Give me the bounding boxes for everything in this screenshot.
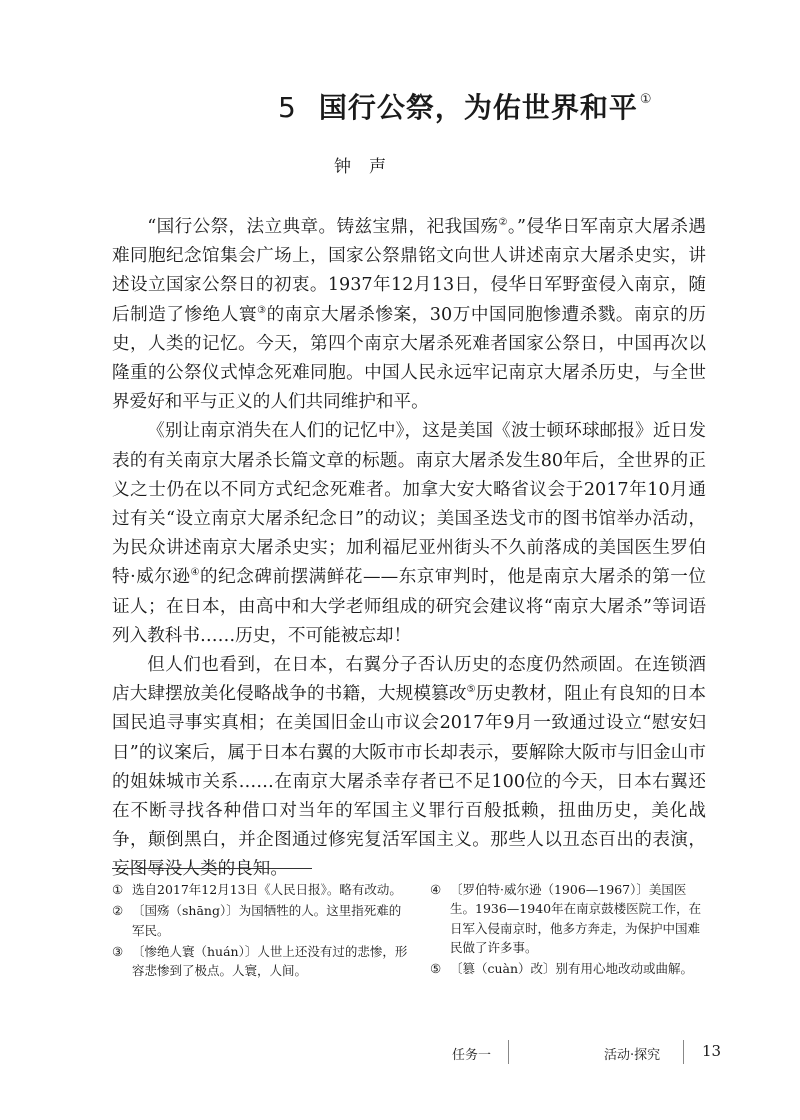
footnote-number: ④ — [430, 882, 442, 897]
footnote-number: ① — [112, 882, 124, 897]
footnote-marker: ⑤ — [466, 684, 476, 696]
footnote-number: ③ — [112, 943, 124, 959]
footnote — [112, 901, 408, 940]
paragraph-text: 的纪念碑前摆满鲜花——东京审判时，他是南京大屠杀的第一位证人；在日本，由高中和大学老师组成的研究会建议将“南京大屠杀”等词语列入教科书……历史，不可能被忘却！ — [112, 567, 707, 646]
footer-activity-label: 活动·探究 — [604, 1048, 661, 1063]
footnote-marker: ④ — [190, 567, 201, 579]
paragraph-text: “国行公祭，法立典章。铸兹宝鼎，祀我国殇 — [147, 217, 499, 237]
footnote-text: 选自2017年12月13日《人民日报》。略有改动。 — [132, 882, 402, 897]
paragraph — [112, 213, 706, 417]
paragraph-text: 历史教材，阻止有良知的日本国民追寻事实真相；在美国旧金山市议会2017年9月一致通过设立“慰安妇日”的议案后，属于日本右翼的大阪市市长却表示，要解除大阪市与旧金山市的姐妹城市关系……在南京大屠杀幸存者已不足100位的今天，日本右翼还在不断寻找各种借口对当年的军国主义罪行百般抵赖，扭曲历史，美化战争，颠倒黑白，并企图通过修宪复活军国主义。那些人以丑态百出的表演，妄图辱没人类的良知。 — [112, 684, 706, 880]
lesson-number: 5 — [278, 91, 297, 124]
footnote-divider — [112, 868, 312, 869]
footnote — [430, 880, 706, 957]
paragraph-text: 但人们也看到，在日本，右翼分子否认历史的态度仍然顽固。在连锁酒店大肆摆放美化侵略战争的书籍，大规模篡改 — [112, 655, 706, 705]
article-body — [112, 213, 706, 885]
footnote-number: ② — [112, 903, 124, 919]
lesson-title: 国行公祭，为佑世界和平 — [318, 91, 638, 124]
footnotes-left-column — [112, 880, 408, 982]
footnote-text: 〔惨绝人寰（huán）〕人世上还没有过的悲惨，形容悲惨到了极点。人寰，人间。 — [132, 943, 408, 979]
paragraph-text: 。”侵华日军南京大屠杀遇难同胞纪念馆集会广场上，国家公祭鼎铭文向世人讲述南京大屠杀史实，讲述设立国家公祭日的初衷。1937年12月13日，侵华日军野蛮侵入南京，随后制造了惨绝人寰 — [112, 217, 706, 325]
footnote-text: 〔篡（cuàn）改〕别有用心地改动或曲解。 — [450, 961, 694, 977]
footnote-text: 〔国殇（shāng）〕为国牺牲的人。这里指死难的军民。 — [132, 903, 402, 938]
footnotes-right-column — [430, 880, 706, 980]
article-title — [278, 86, 653, 126]
author-name: 钟声 — [334, 157, 404, 177]
footer-task-label: 任务一 — [452, 1048, 492, 1063]
footnote — [112, 942, 408, 981]
footer-divider — [508, 1040, 509, 1064]
footer-divider — [683, 1040, 684, 1064]
paragraph-text: 《别让南京消失在人们的记忆中》，这是美国《波士顿环球邮报》近日发表的有关南京大屠杀长篇文章的标题。南京大屠杀发生80年后，全世界的正义之士仍在以不同方式纪念死难者。加拿大安大略省议会于2017年10月通过有关“设立南京大屠杀纪念日”的动议；美国圣迭戈市的图书馆举办活动，为民众讲述南京大屠杀史实；加利福尼亚州街头不久前落成的美国医生罗伯特·威尔逊 — [112, 421, 706, 588]
footnote-marker: ② — [498, 217, 508, 228]
title-footnote-marker: ① — [639, 92, 653, 107]
footnote — [112, 880, 408, 899]
paragraph — [112, 651, 706, 885]
footnote-number: ⑤ — [430, 961, 442, 977]
paragraph-text: 的南京大屠杀惨案，30万中国同胞惨遭杀戮。南京的历史，人类的记忆。今天，第四个南京大屠杀死难者国家公祭日，中国再次以隆重的公祭仪式悼念死难同胞。中国人民永远牢记南京大屠杀历史，与全世界爱好和平与正义的人们共同维护和平。 — [112, 304, 707, 413]
footnote-text: 〔罗伯特·威尔逊（1906—1967）〕美国医生。1936—1940年在南京鼓楼医院工作，在日军入侵南京时，他多方奔走，为保护中国难民做了许多事。 — [450, 882, 702, 955]
footnote — [430, 959, 706, 978]
page-number: 13 — [702, 1042, 722, 1060]
paragraph — [112, 417, 706, 651]
footnote-marker: ③ — [257, 304, 267, 316]
